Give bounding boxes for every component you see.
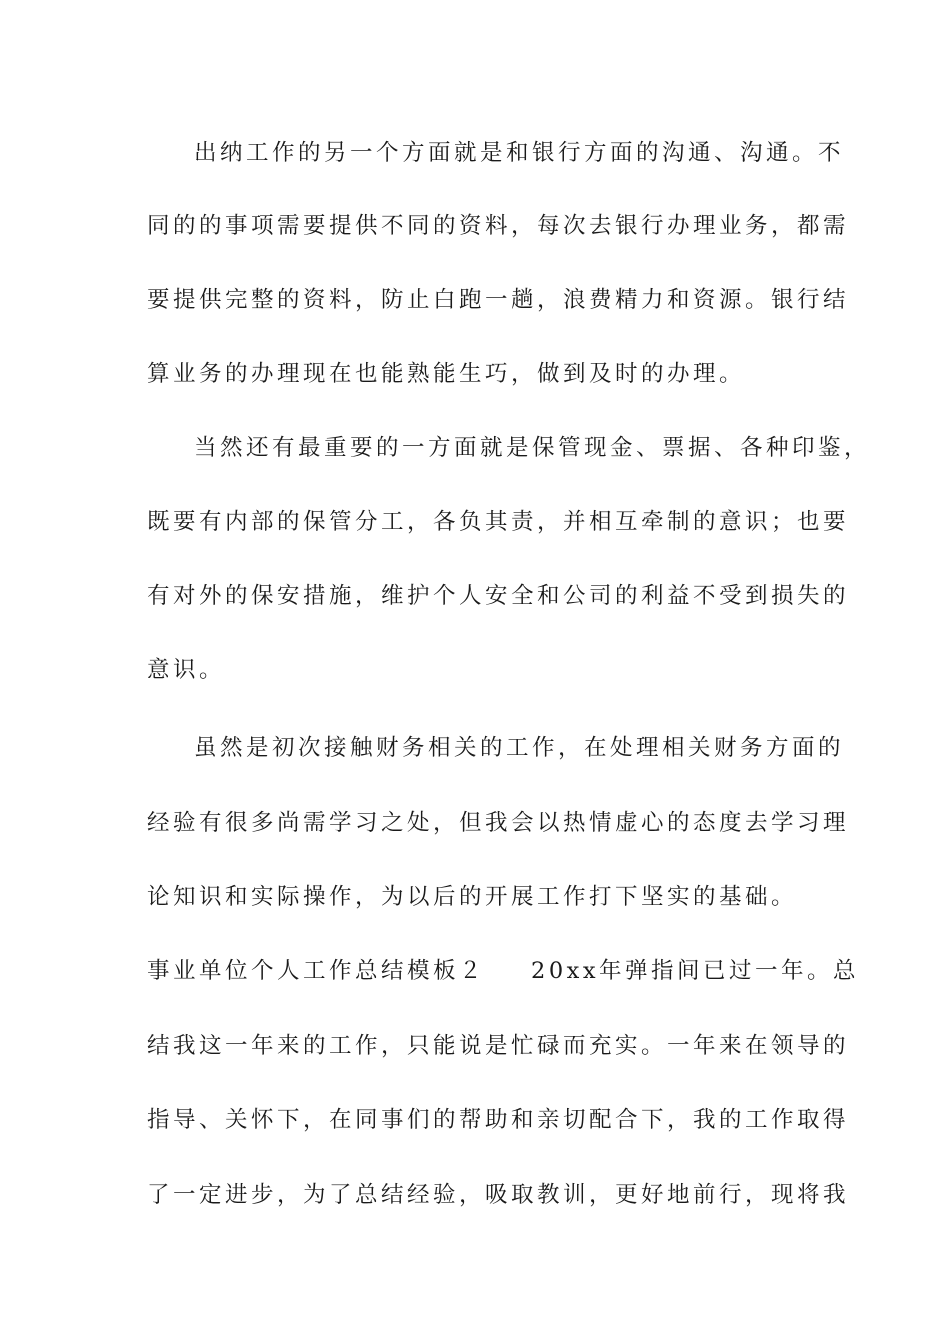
text-line: 论知识和实际操作，为以后的开展工作打下坚实的基础。 <box>147 884 798 910</box>
section-first-line <box>147 956 860 986</box>
text-line: 算业务的办理现在也能熟能生巧，做到及时的办理。 <box>147 361 746 387</box>
text-line: 指导、关怀下，在同事们的帮助和亲切配合下，我的工作取得 <box>147 1107 850 1133</box>
text-line: 结我这一年来的工作，只能说是忙碌而充实。一年来在领导的 <box>147 1033 850 1059</box>
text-line: 虽然是初次接触财务相关的工作，在处理相关财务方面的 <box>194 735 845 761</box>
text-line: 意识。 <box>147 657 226 683</box>
text-line: 要提供完整的资料，防止白跑一趟，浪费精力和资源。银行结 <box>147 287 850 313</box>
text-line: 经验有很多尚需学习之处，但我会以热情虚心的态度去学习理 <box>147 810 850 836</box>
text-line: 当然还有最重要的一方面就是保管现金、票据、各种印鉴， <box>194 435 871 461</box>
text-line: 出纳工作的另一个方面就是和银行方面的沟通、沟通。不 <box>194 140 845 166</box>
section-intro-text: 20xx年弹指间已过一年。总 <box>531 958 860 984</box>
section-heading: 事业单位个人工作总结模板２ <box>147 958 486 984</box>
text-line: 既要有内部的保管分工，各负其责，并相互牵制的意识；也要 <box>147 509 850 535</box>
text-line: 同的的事项需要提供不同的资料，每次去银行办理业务，都需 <box>147 213 850 239</box>
text-line: 了一定进步，为了总结经验，吸取教训，更好地前行，现将我 <box>147 1182 850 1208</box>
text-line: 有对外的保安措施，维护个人安全和公司的利益不受到损失的 <box>147 583 850 609</box>
